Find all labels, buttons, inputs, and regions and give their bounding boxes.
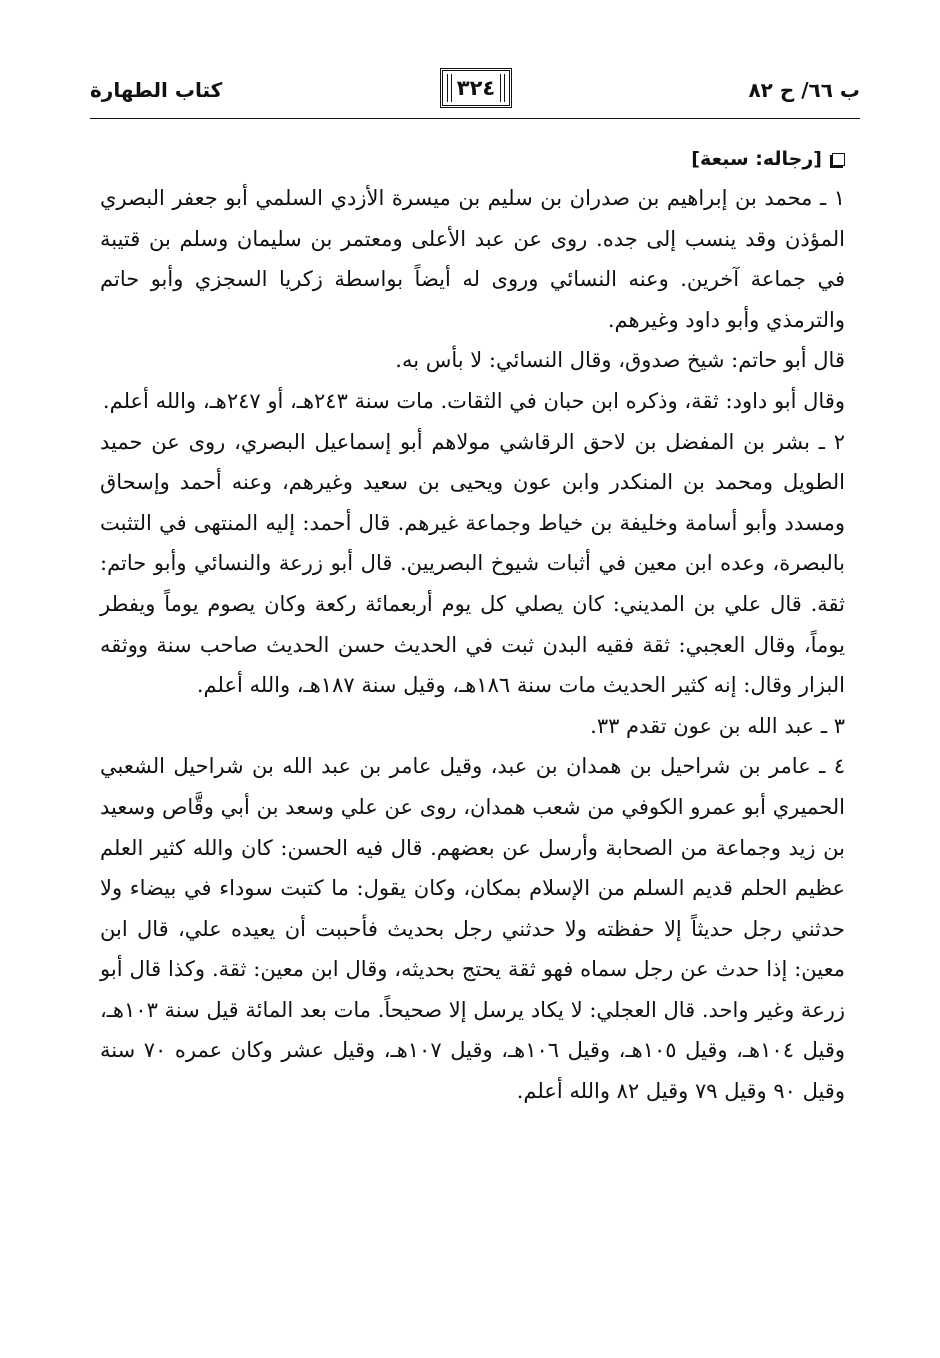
paragraph-narrator-4: ٤ ـ عامر بن شراحيل بن همدان بن عبد، وقيل عامر بن عبد الله بن شراحيل الشعبي الحميري أبو عمرو الكوفي من شعب همدان، روى عن علي وسعد بن أبي وقَّاص وسعيد بن زيد وجماعة من الصحابة وأرسل عن بعضهم. قال فيه الحسن: كان والله كثير العلم عظيم الحلم قديم السلم من الإسلام بمكان، وكان يقول: ما كتبت سوداء في بيضاء ولا حدثني رجل حديثاً إلا حفظته ولا حدثني رجل بحديث فأحببت أن يعيده علي، قال ابن معين: إذا حدث عن رجل سماه فهو ثقة يحتج بحديثه، وقال ابن معين: ثقة. وكذا قال أبو زرعة وغير واحد. قال العجلي: لا يكاد يرسل إلا صحيحاً. مات بعد المائة قيل سنة ١٠٣هـ، وقيل ١٠٤هـ، وقيل ١٠٥هـ، وقيل ١٠٦هـ، وقيل ١٠٧هـ، وقيل عشر وكان عمره ٧٠ سنة وقيل ٩٠ وقيل ٧٩ وقيل ٨٢ والله أعلم.: [100, 754, 845, 1104]
chapter-reference: ب ٦٦/ ح ٨٢: [748, 78, 860, 102]
paragraph-abu-dawud-quote: وقال أبو داود: ثقة، وذكره ابن حبان في الثقات. مات سنة ٢٤٣هـ، أو ٢٤٧هـ، والله أعلم.: [102, 388, 845, 413]
paragraph-narrator-1: ١ ـ محمد بن إبراهيم بن صدران بن سليم بن ميسرة الأزدي السلمي أبو جعفر البصري المؤذن وقد ينسب إلى جده. روى عن عبد الأعلى ومعتمر بن سليمان وسلم بن قتيبة في جماعة آخرين. وعنه النسائي وروى له أيضاً بواسطة زكريا السجزي وأبو حاتم والترمذي وأبو داود وغيرهم.: [100, 186, 845, 332]
page-number-frame: [440, 68, 512, 108]
book-title: كتاب الطهارة: [90, 78, 223, 102]
header-divider: [90, 118, 860, 119]
square-box-icon: [832, 153, 845, 166]
paragraph-narrator-3: ٣ ـ عبد الله بن عون تقدم ٣٣.: [590, 713, 845, 738]
section-title: [رجاله: سبعة]: [691, 148, 822, 170]
main-text: [100, 142, 845, 1112]
paragraph-narrator-2: ٢ ـ بشر بن المفضل بن لاحق الرقاشي مولاهم أبو إسماعيل البصري، روى عن حميد الطويل ومحمد بن المنكدر وابن عون ويحيى بن سعيد وغيرهم، وعنه أحمد وإسحاق ومسدد وأبو أسامة وخليفة بن خياط وجماعة غيرهم. قال أحمد: إليه المنتهى في التثبت بالبصرة، وعده ابن معين في أثبات شيوخ البصريين. قال أبو زرعة والنسائي وأبو حاتم: ثقة. قال علي بن المديني: كان يصلي كل يوم أربعمائة ركعة وكان يصوم يوماً ويفطر يوماً، وقال العجبي: ثقة فقيه البدن ثبت في الحديث حسن الحديث صاحب سنة ووثقه البزار وقال: إنه كثير الحديث مات سنة ١٨٦هـ، وقيل سنة ١٨٧هـ، والله أعلم.: [100, 429, 845, 698]
paragraph-abu-hatim-quote: قال أبو حاتم: شيخ صدوق، وقال النسائي: لا بأس به.: [395, 348, 845, 373]
section-heading: [100, 142, 845, 176]
page-number: ٣٢٤: [456, 76, 496, 100]
page-header: [90, 68, 860, 112]
